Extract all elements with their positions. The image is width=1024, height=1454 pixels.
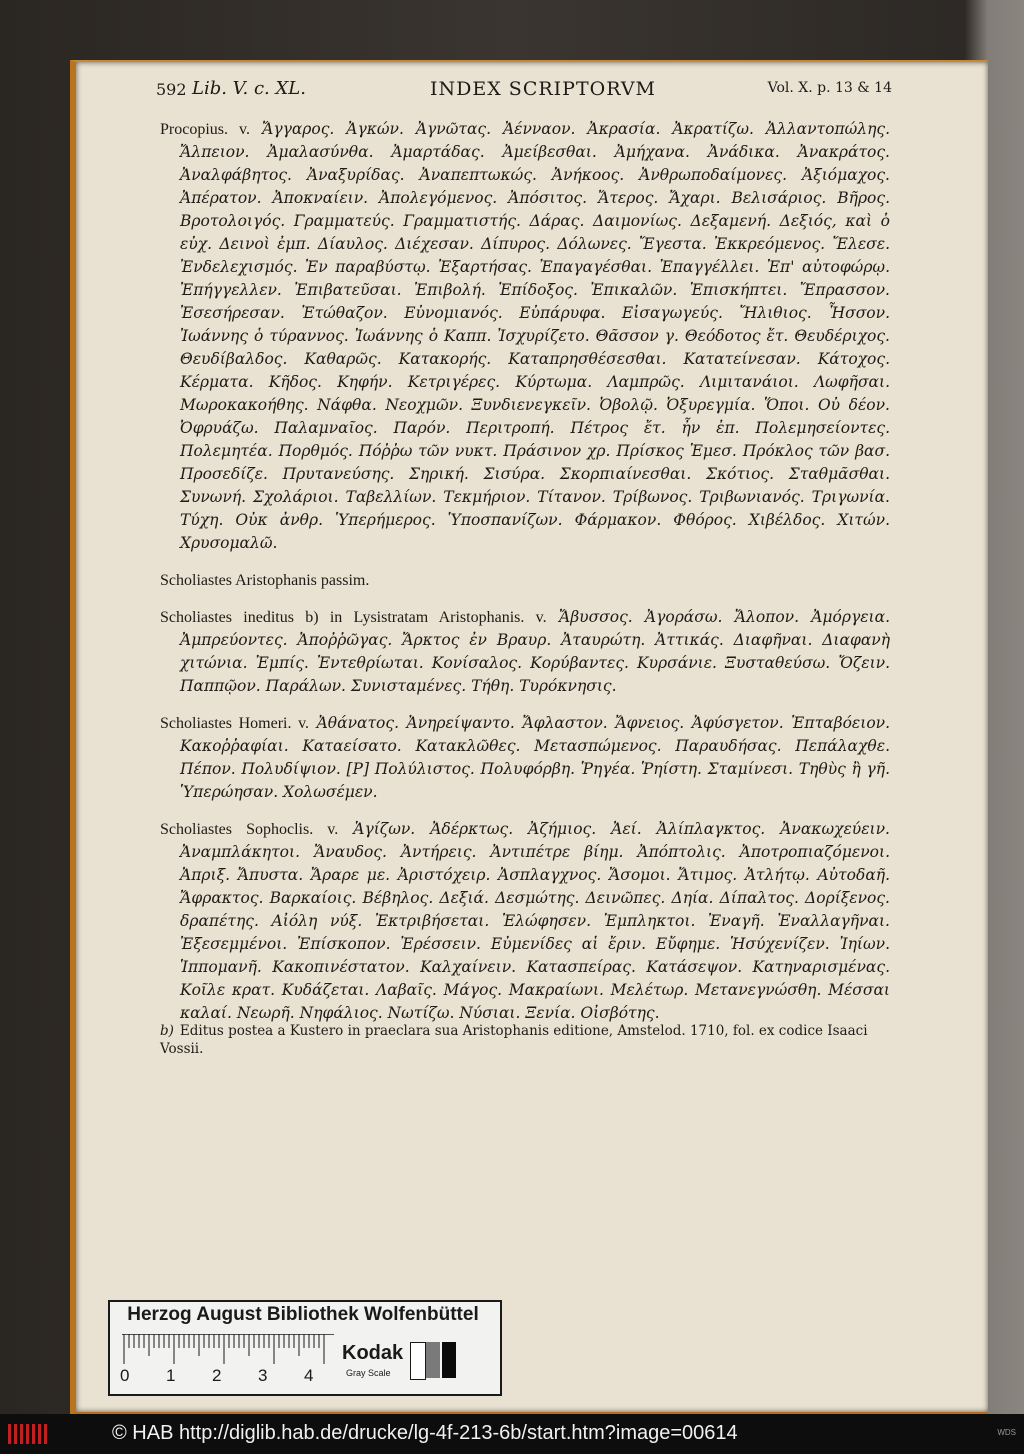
book-chapter: Lib. V. c. XL. <box>192 78 306 99</box>
gray-patch-mid <box>426 1342 440 1378</box>
entry-author: Scholiastes Sophoclis. v. <box>160 821 339 838</box>
running-head <box>156 78 892 106</box>
ruler-number: 1 <box>166 1366 176 1385</box>
index-body <box>160 118 890 1025</box>
entry-greek-terms: Ἁγίζων. Ἀδέρκτως. Ἀζήμιος. Ἀεί. Ἀλίπλαγκτος. Ἀνακωχεύειν. Ἀναμπλάκητοι. Ἄναυδος. Ἀντήρεις. Ἀντιπέτρε βίημ. Ἀπόπτολις. Ἀποτροπιαζόμενοι. Ἀπριξ. Ἄπυστα. Ἄραρε με. Ἀριστόχειρ. Ἀσπλαγχνος. Ἄσομοι. Ἄτιμος. Ἀτλήτῳ. Αὐτοδαῆ. Ἄφρακτος. Βαρκαίοις. Βέβηλος. Δεξιά. Δεσμώτης. Δεινῶπες. Δηία. Δίπαλτος. Δορίξενος. δραπέτης. Αἰόλη νύξ. Ἐκτριβήσεται. Ἐλώφησεν. Ἐμπληκτοι. Ἐναγῆ. Ἐναλλαγῆναι. Ἐξεσεμμένοι. Ἐπίσκοπον. Ἐρέσσειν. Εὐμενίδες αἱ ἔριν. Εὔφημε. Ἡσύχενίζεν. Ἰηίων. Ἱππομανῆ. Κακοπινέστατον. Καλχαίνειν. Κατασπείρας. Κατάσεψον. Κατηναρισμένας. Κοῖλε κρατ. Κυδάζεται. Λαβαῖς. Μάγος. Μακραίωνι. Μελέτωρ. Μετανεγνώσθη. Μέσσαι καλαί. Νεωρῆ. Νηφάλιος. Νωτίζω. Νύσιαι. Ξενία. Οἰσβότης. <box>180 820 890 1022</box>
measurement-ruler <box>122 1334 334 1368</box>
gray-patch-white <box>410 1342 426 1380</box>
index-entry <box>160 606 890 698</box>
copyright-url[interactable]: © HAB http://diglib.hab.de/drucke/lg-4f-213-6b/start.htm?image=00614 <box>112 1422 738 1444</box>
gray-scale-label: Gray Scale <box>346 1368 391 1378</box>
entry-greek-terms: Ἄβυσσος. Ἀγοράσω. Ἄλοπον. Ἀμόργεια. Ἀμπρεύοντες. Ἀποῤῥῶγας. Ἄρκτος ἐν Βραυρ. Ἀταυρώτη. Ἀττικάς. Διαφῆναι. Διαφανὴ χιτώνια. Ἐμπίς. Ἐντεθρίωται. Κονίσαλος. Κορύβαντες. Κυρσάνιε. Ξυσταθεύσω. Ὄζειν. Παππῷον. Παράλων. Συνισταμένες. Τήθη. Τυρόκνησις. <box>180 608 891 695</box>
gray-patch-black <box>442 1342 456 1378</box>
kodak-logo: Kodak <box>342 1342 404 1364</box>
entry-author: Scholiastes ineditus b) in Lysistratam Aristophanis. v. <box>160 609 547 626</box>
footnote <box>160 1022 890 1058</box>
index-entry <box>160 569 890 592</box>
volume-reference: Vol. X. p. 13 & 14 <box>767 80 892 96</box>
page-number: 592 <box>156 80 187 99</box>
library-name: Herzog August Bibliothek Wolfenbüttel <box>127 1304 479 1325</box>
entry-greek-terms: Ἀθάνατος. Ἀνηρείψαντο. Ἄφλαστον. Ἄφνειος. Ἀφύσγετον. Ἐπταβόειον. Κακοῤῥαφίαι. Καταείσατο. Κατακλῶθες. Μετασπώμενος. Παραυδήσας. Πεπάλαχθε. Πέπον. Πολυδίψιον. [P] Πολύλιστος. Πολυφόρβη. Ῥηγέα. Ῥηίστη. Σταμίνεσι. Τηθὺς ἢ γῆ. Ὑπερώησαν. Χολωσέμεν. <box>180 714 890 801</box>
library-label-card <box>108 1300 502 1396</box>
index-entry <box>160 118 890 555</box>
entry-author: Scholiastes Aristophanis passim. <box>160 572 370 589</box>
ruler-number: 0 <box>120 1366 130 1385</box>
ruler-number: 2 <box>212 1366 222 1385</box>
index-entry <box>160 712 890 804</box>
index-entry <box>160 818 890 1025</box>
ruler-number: 4 <box>304 1366 314 1385</box>
footnote-text: Editus postea a Kustero in praeclara sua Aristophanis editione, Amstelod. 1710, fol. ex codice Isaaci Vossii. <box>160 1023 868 1057</box>
ruler-number: 3 <box>258 1366 268 1385</box>
scanner-code: WDS <box>997 1428 1016 1437</box>
entry-author: Procopius. v. <box>160 121 250 138</box>
page-title: INDEX SCRIPTORVM <box>430 78 657 100</box>
entry-greek-terms: Ἄγγαρος. Ἀγκών. Ἀγνῶτας. Ἀένναον. Ἀκρασία. Ἀκρατίζω. Ἀλλαντοπώλης. Ἄλπειον. Ἀμαλασύνθα. Ἀμαρτάδας. Ἀμείβεσθαι. Ἀμήχανα. Ἀνάδικα. Ἀνακράτος. Ἀναλφάβητος. Ἀναξυρίδας. Ἀναπεπτωκώς. Ἀνήκοος. Ἀνθρωποδαίμονες. Ἀξιόμαχος. Ἀπέρατον. Ἀποκναίειν. Ἀπολεγόμενος. Ἀπόσιτος. Ἄτερος. Ἄχαρι. Βελισάριος. Βῆρος. Βροτολοιγός. Γραμματεύς. Γραμματιστής. Δάρας. Δαιμονίως. Δεξαμενή. Δεξιός, καὶ ὁ εὐχ. Δεινοὶ ἐμπ. Δίαυλος. Διέχεσαν. Δίπυρος. Δόλωνες. Ἔγεστα. Ἐκκρεόμενος. Ἔλεσε. Ἐνδελεχισμός. Ἐν παραβύστῳ. Ἐξαρτήσας. Ἐπαγαγέσθαι. Ἐπαγγέλλει. Ἐπ' αὐτοφώρῳ. Ἐπήγγελλεν. Ἐπιβατεῦσαι. Ἐπιβολή. Ἐπίδοξος. Ἐπικαλῶν. Ἐπισκήπτει. Ἔπρασσον. Ἐσεσήρεσαν. Ἐτώθαζον. Εὐνομιανός. Εὐπάρυφα. Εἰσαγωγεύς. Ἤλιθιος. Ἧσσον. Ἰωάννης ὁ τύραννος. Ἰωάννης ὁ Καππ. Ἰσχυρίζετο. Θᾶσσον γ. Θεόδοτος ἔτ. Θευδέριχος. Θευδίβαλδος. Καθαρῶς. Κατακορής. Καταπρησθέσεσθαι. Κατατείνεσαν. Κάτοχος. Κέρματα. Κῆδος. Κηφήν. Κετριγέρες. Κύρτωμα. Λαμπρῶς. Λιμιτανάιοι. Λωφῆσαι. Μωροκακοήθης. Νάφθα. Νεοχμῶν. Ξυνδιενεγκεῖν. Ὀβολῷ. Ὀξυρεγμία. Ὅποι. Οὐ δέον. Ὀφρυάζω. Παλαμναῖος. Παρόν. Περιτροπή. Πέτρος ἔτ. ἦν ἐπ. Πολεμησείοντες. Πολεμητέα. Πορθμός. Πόῤῥω τῶν νυκτ. Πράσινον χρ. Πρίσκος Ἐμεσ. Πρόκλος τῶν βασ. Προσεδίζε. Πρυτανεύσης. Σηρική. Σισύρα. Σκορπιαίνεσθαι. Σκότιος. Σταθμᾶσθαι. Συνωνή. Σχολάριοι. Ταβελλίων. Τεκμήριον. Τίτανον. Τρίβωνος. Τριβωνιανός. Τριγωνία. Τύχη. Οὐκ ἀνθρ. Ὑπερήμερος. Ὑποσπανίζων. Φάρμακον. Φθόρος. Χιβέλδος. Χιτών. Χρυσομαλῶ. <box>180 120 891 552</box>
hab-logo-icon <box>6 1421 50 1447</box>
footnote-mark: b) <box>160 1023 174 1039</box>
footer-bar <box>0 1414 1024 1454</box>
entry-author: Scholiastes Homeri. v. <box>160 715 310 732</box>
